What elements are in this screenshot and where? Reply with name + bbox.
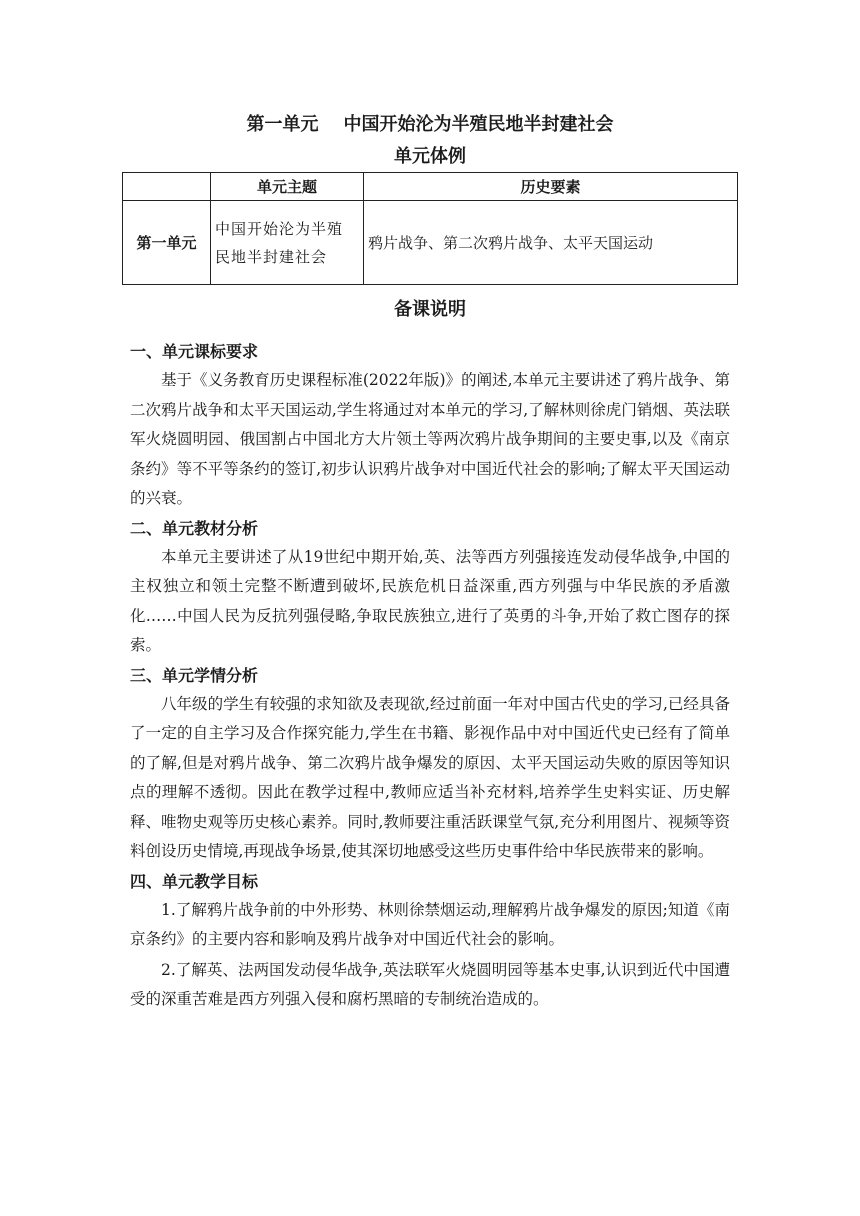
section-materials — [130, 515, 730, 661]
table-header-blank — [123, 173, 211, 201]
section-heading: 二、单元教材分析 — [130, 518, 259, 538]
section-heading: 四、单元教学目标 — [130, 871, 259, 891]
paragraph: 基于《义务教育历史课程标准(2022年版)》的阐述,本单元主要讲述了鸦片战争、第二次鸦片战争和太平天国运动,学生将通过对本单元的学习,了解林则徐虎门销烟、英法联军火烧圆明园、俄国割占中国北方大片领土等两次鸦片战争期间的主要史事,以及《南京条约》等不平等条约的签订,初步认识鸦片战争对中国近代社会的影响;了解太平天国运动的兴衰。 — [130, 371, 730, 507]
document-page — [122, 108, 738, 333]
paragraph: 1.了解鸦片战争前的中外形势、林则徐禁烟运动,理解鸦片战争爆发的原因;知道《南京条约》的主要内容和影响及鸦片战争对中国近代社会的影响。 — [130, 900, 730, 948]
lesson-prep-body — [130, 338, 730, 1016]
table-header-row — [123, 173, 738, 201]
paragraph: 八年级的学生有较强的求知欲及表现欲,经过前面一年对中国古代史的学习,已经具备了一定的自主学习及合作探究能力,学生在书籍、影视作品中对中国近代史已经有了简单的了解,但是对鸦片战争、第二次鸦片战争爆发的原因、太平天国运动失败的原因等知识点的理解不透彻。因此在教学过程中,教师应适当补充材料,培养学生史料实证、历史解释、唯物史观等历史核心素养。同时,教师要注重活跃课堂气氛,充分利用图片、视频等资料创设历史情境,再现战争场景,使其深切地感受这些历史事件给中华民族带来的影响。 — [130, 694, 730, 860]
section-heading: 一、单元课标要求 — [130, 342, 259, 361]
section-objectives — [130, 868, 730, 1015]
paragraph: 2.了解英、法两国发动侵华战争,英法联军火烧圆明园等基本史事,认识到近代中国遭受的深重苦难是西方列强入侵和腐朽黑暗的专制统治造成的。 — [130, 960, 730, 1008]
table-header-theme: 单元主题 — [211, 173, 364, 201]
table-row — [123, 201, 738, 285]
table-cell-elements: 鸦片战争、第二次鸦片战争、太平天国运动 — [364, 201, 738, 285]
lesson-prep-title: 备课说明 — [394, 299, 466, 320]
table-cell-unit: 第一单元 — [123, 201, 211, 285]
unit-format-table — [122, 172, 738, 285]
table-header-elements: 历史要素 — [364, 173, 738, 201]
table-cell-theme: 中国开始沦为半殖 民地半封建社会 — [211, 201, 364, 285]
section-students — [130, 662, 730, 867]
section-standards — [130, 338, 730, 514]
unit-title: 第一单元 中国开始沦为半殖民地半封建社会 — [246, 114, 614, 135]
section-heading: 三、单元学情分析 — [130, 665, 259, 685]
paragraph: 本单元主要讲述了从19世纪中期开始,英、法等西方列强接连发动侵华战争,中国的主权独立和领土完整不断遭到破坏,民族危机日益深重,西方列强与中华民族的矛盾激化……中国人民为反抗列强侵略,争取民族独立,进行了英勇的斗争,开始了救亡图存的探索。 — [130, 547, 730, 654]
unit-format-title: 单元体例 — [394, 146, 466, 167]
